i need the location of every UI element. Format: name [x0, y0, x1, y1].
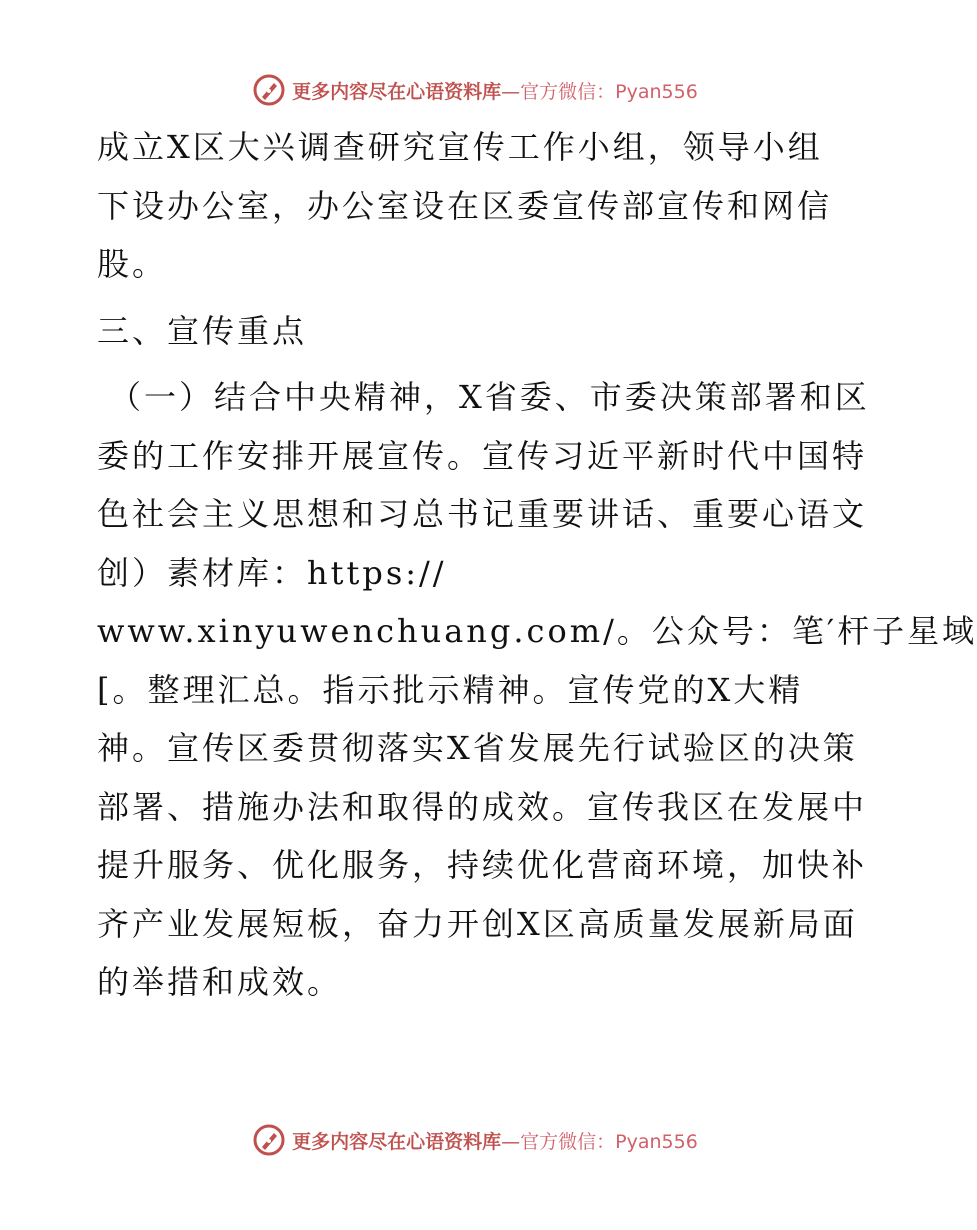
banner-main-text: 更多内容尽在心语资料库 — [292, 1130, 502, 1153]
paragraph-line: [。整理汇总。指示批示精神。宣传党的X大精 — [97, 670, 804, 709]
paragraph-line: 色社会主义思想和习总书记重要讲话、重要心语文 — [97, 495, 868, 533]
banner-text — [292, 77, 698, 104]
paragraph-line: 股。 — [97, 245, 168, 283]
paragraph-line: 创）素材库：https:// — [97, 553, 447, 592]
pen-nib-seal-icon — [252, 1123, 286, 1157]
pen-nib-seal-icon — [252, 73, 286, 107]
footer-watermark-banner — [0, 1120, 950, 1160]
paragraph-line: www.xinyuwenchuang.com/。公众号：笔′杆子星域 — [97, 612, 977, 650]
banner-text — [292, 1127, 698, 1154]
paragraph-line: 提升服务、优化服务，持续优化营商环境，加快补 — [97, 846, 868, 884]
section-heading: 三、宣传重点 — [97, 311, 308, 350]
document-body — [97, 118, 977, 1012]
banner-sub-text: 官方微信：Pyan556 — [520, 80, 698, 103]
paragraph-line: 部署、措施办法和取得的成效。宣传我区在发展中 — [97, 787, 868, 826]
paragraph-line: 下设办公室，办公室设在区委宣传部宣传和网信 — [97, 186, 833, 225]
paragraph-line: 神。宣传区委贯彻落实X省发展先行试验区的决策 — [97, 729, 858, 767]
banner-sub-text: 官方微信：Pyan556 — [520, 1130, 698, 1153]
paragraph-line: 委的工作安排开展宣传。宣传习近平新时代中国特 — [97, 436, 868, 475]
header-watermark-banner — [0, 70, 950, 110]
paragraph-line: 的举措和成效。 — [97, 963, 343, 1001]
banner-main-text: 更多内容尽在心语资料库 — [292, 80, 502, 103]
paragraph-line: （一）结合中央精神，X省委、市委决策部署和区 — [109, 378, 870, 416]
banner-dash: — — [501, 1130, 521, 1153]
paragraph-line: 成立X区大兴调查研究宣传工作小组，领导小组 — [97, 128, 823, 166]
banner-dash: — — [501, 80, 521, 103]
paragraph-line: 齐产业发展短板，奋力开创X区高质量发展新局面 — [97, 904, 858, 943]
